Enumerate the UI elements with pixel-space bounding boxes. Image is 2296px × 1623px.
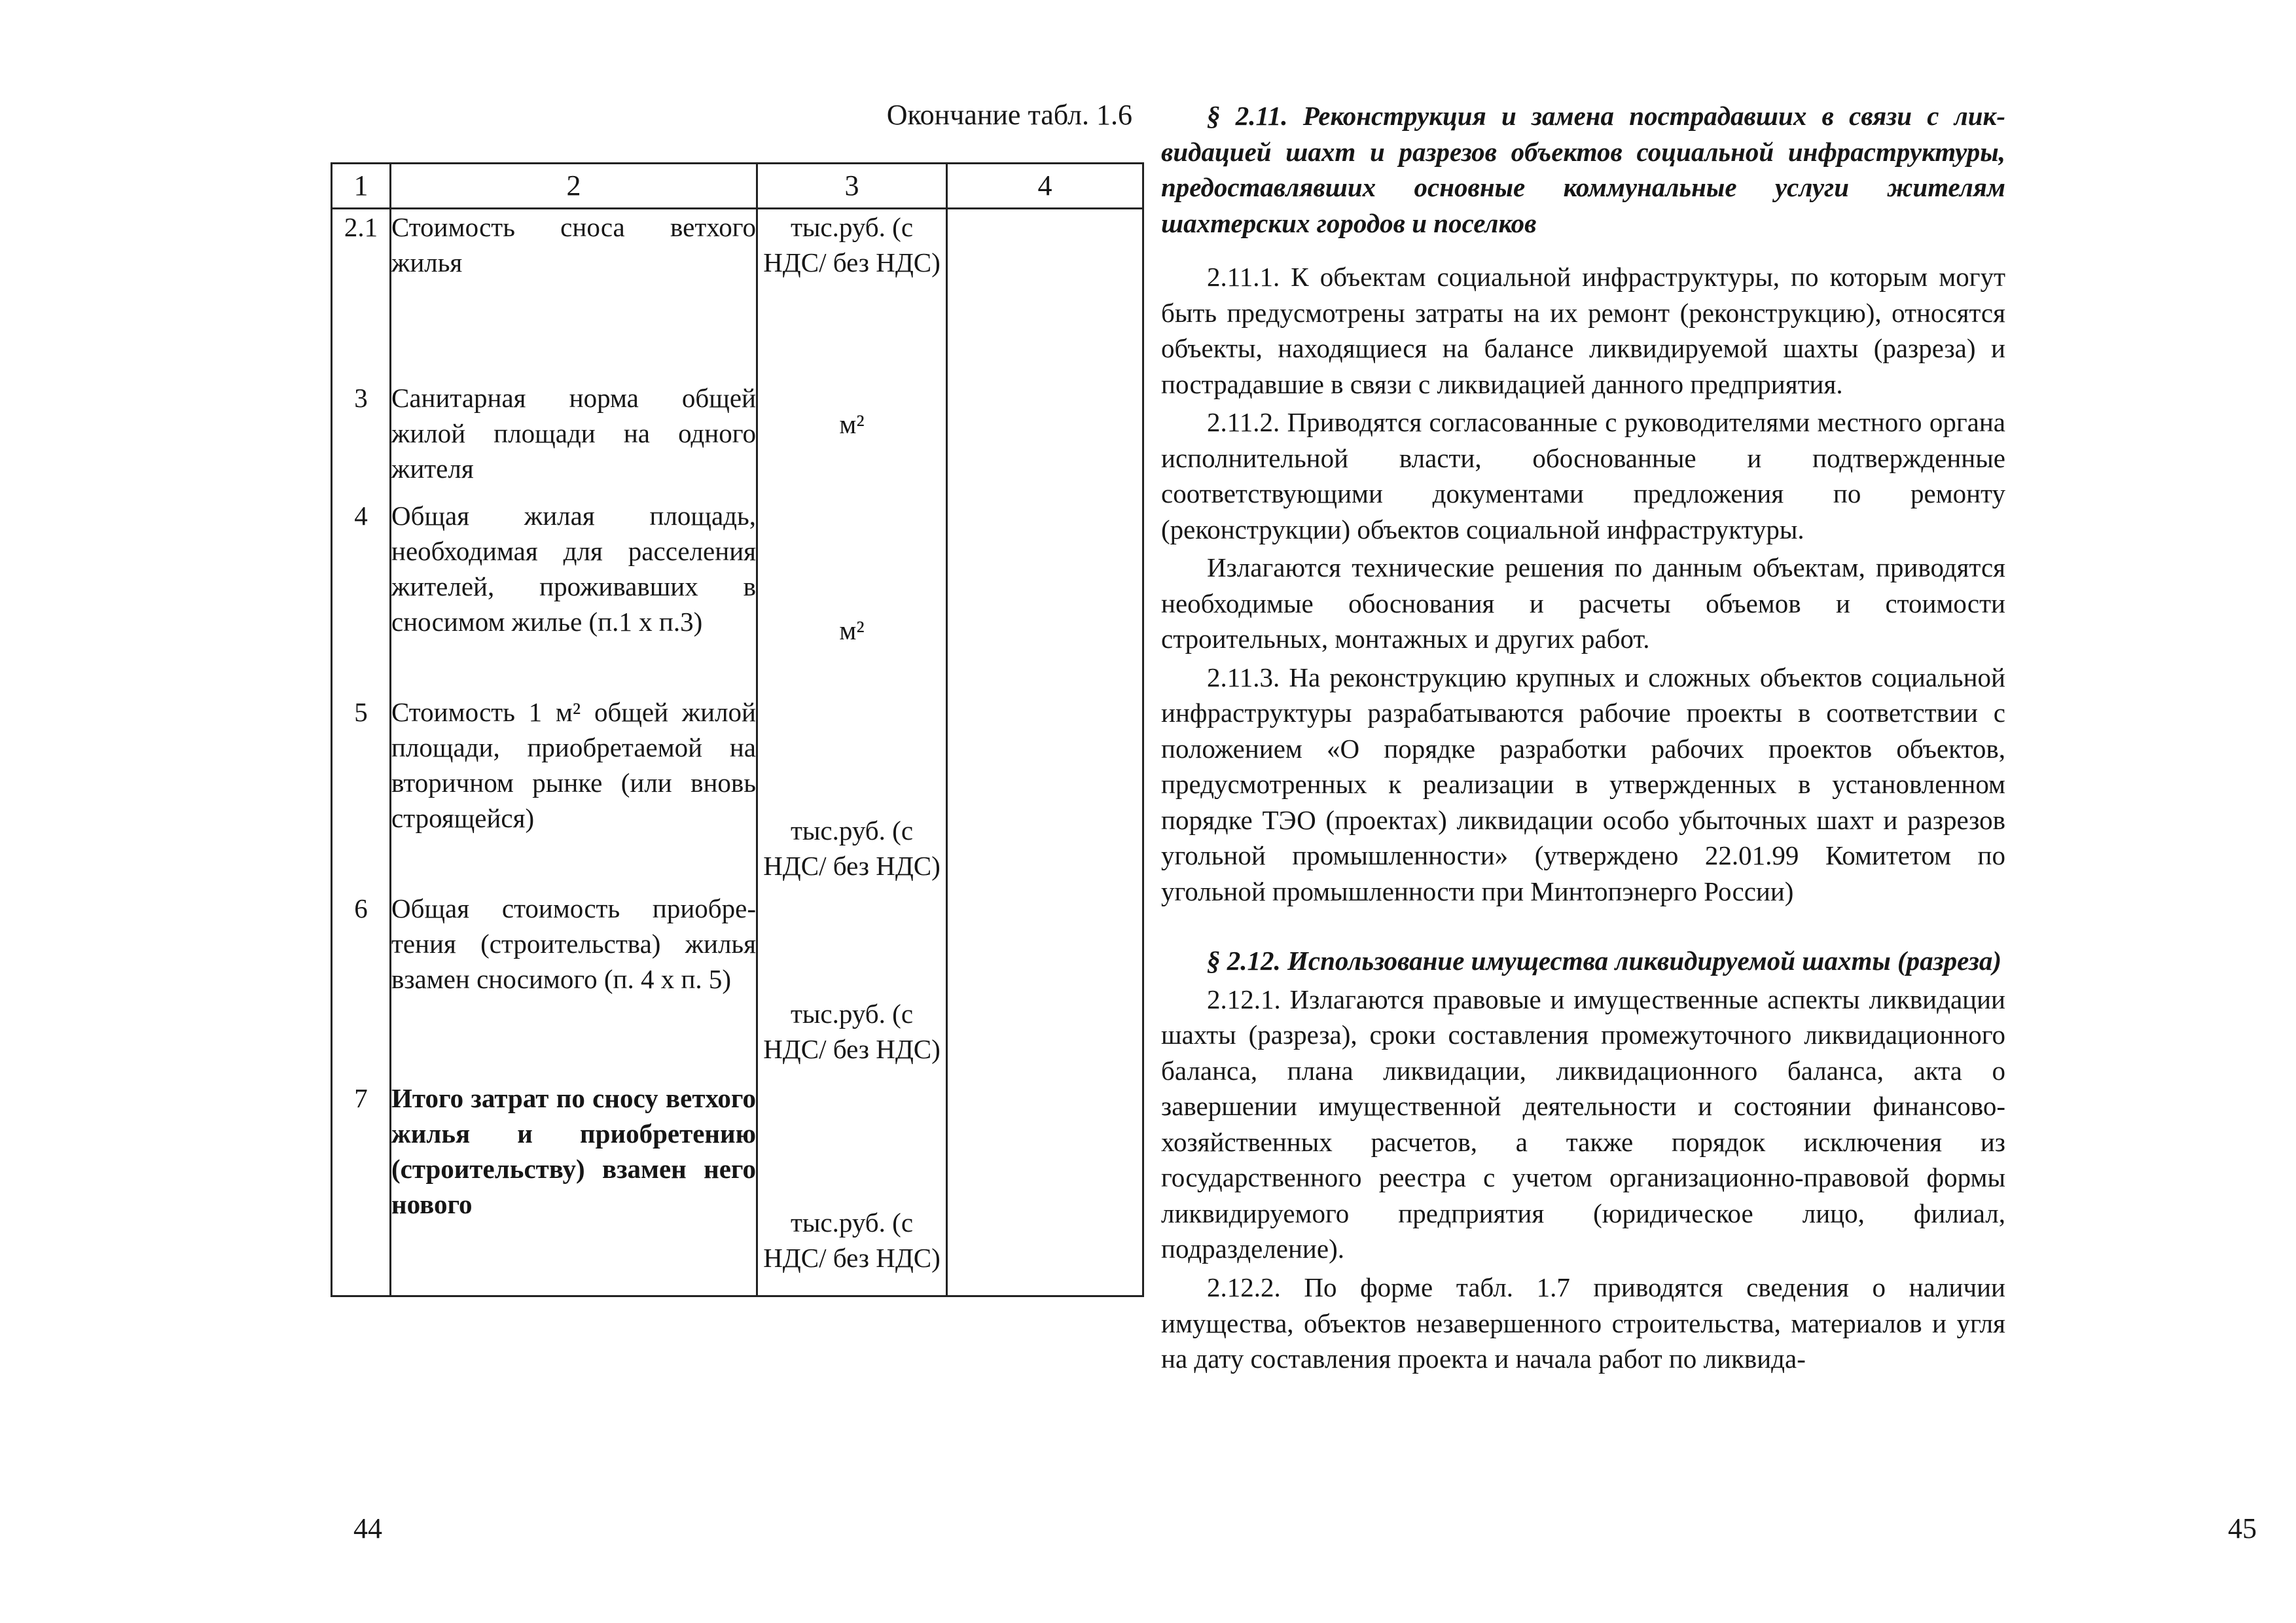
row-number: 4 xyxy=(332,498,391,694)
row-unit: тыс.руб. (с НДС/ без НДС) xyxy=(757,1080,947,1296)
header-col-1: 1 xyxy=(332,164,391,209)
section-2-12-title: § 2.12. Использование имущества ликвидируемой шахты (разреза) xyxy=(1207,946,2001,976)
row-number: 7 xyxy=(332,1080,391,1296)
row-unit: тыс.руб. (с НДС/ без НДС) xyxy=(757,694,947,891)
table-row xyxy=(332,891,1143,1080)
page-number-left: 44 xyxy=(353,1512,382,1544)
row-value xyxy=(947,209,1143,380)
table-row xyxy=(332,1080,1143,1296)
paragraph-2-12-2: 2.12.2. По форме табл. 1.7 приводятся сведения о наличии имущества, объектов незавершенного строительства, материалов и угля на дату составления проекта и начала работ по ликвида- xyxy=(1161,1272,2005,1374)
page-number-right: 45 xyxy=(2228,1512,2257,1544)
row-number: 6 xyxy=(332,891,391,1080)
row-description: Общая стоимость приобретения (строительства) жилья взамен сносимого (п. 4 х п. 5) xyxy=(391,891,757,1080)
header-col-4: 4 xyxy=(947,164,1143,209)
row-value xyxy=(947,891,1143,1080)
table-caption: Окончание табл. 1.6 xyxy=(886,99,1132,131)
header-col-2: 2 xyxy=(391,164,757,209)
table-row xyxy=(332,694,1143,891)
paragraph-2-11-1: 2.11.1. К объектам социальной инфраструктуры, по которым могут быть предусмотрены затраты на их ремонт (реконструкцию), относятся объекты, находящиеся на балансе ликвидируемой шахты (разреза) и пострадавшие в связи с ликвидацией данного предприятия. xyxy=(1161,262,2005,399)
row-unit: тыс.руб. (с НДС/ без НДС) xyxy=(757,891,947,1080)
row-value xyxy=(947,1080,1143,1296)
row-number: 2.1 xyxy=(332,209,391,380)
cost-table xyxy=(331,162,1144,1297)
row-unit: тыс.руб. (с НДС/ без НДС) xyxy=(757,209,947,380)
table-row xyxy=(332,498,1143,694)
table-row xyxy=(332,209,1143,380)
header-col-3: 3 xyxy=(757,164,947,209)
table-row xyxy=(332,380,1143,498)
paragraph-2-11-2-continued: Излагаются технические решения по данным объектам, приводятся необходимые обоснования и расчеты объемов и стоимости строительных, монтажных и других работ. xyxy=(1161,552,2005,654)
paragraph-2-11-3: 2.11.3. На реконструкцию крупных и сложных объектов социальной инфраструктуры разрабатываются рабочие проекты в соответствии с положением «О порядке разработки рабочих проектов объектов, предусмотренных к реализации в утвержденных в установленном порядке ТЭО (проектах) ликвидации особо убыточных шахт и разрезов угольной промышленности» (утверждено 22.01.99 Комитетом по угольной промышленности при Минтопэнерго России) xyxy=(1161,662,2005,906)
row-unit: м² xyxy=(757,498,947,694)
table-header-row xyxy=(332,164,1143,209)
section-2-11-title: § 2.11. Реконструкция и замена пострадавших в связи с ликвидацией шахт и разрезов объектов социальной инфраструктуры, предоставлявших основные коммунальные услуги жителям шахтерских городов и поселков xyxy=(1161,101,2005,238)
row-value xyxy=(947,380,1143,498)
right-page-text xyxy=(1161,98,2005,1380)
row-description: Стоимость 1 м² общей жилой площади, приобретаемой на вторичном рынке (или вновь строящейся) xyxy=(391,694,757,891)
row-number: 3 xyxy=(332,380,391,498)
row-value xyxy=(947,498,1143,694)
paragraph-2-11-2: 2.11.2. Приводятся согласованные с руководителями местного органа исполнительной власти, обоснованные и подтвержденные соответствующими документами предложения по ремонту (реконструкции) объектов социальной инфраструктуры. xyxy=(1161,407,2005,544)
row-value xyxy=(947,694,1143,891)
row-description: Стоимость сноса ветхого жилья xyxy=(391,209,757,380)
row-number: 5 xyxy=(332,694,391,891)
row-unit: м² xyxy=(757,380,947,498)
row-description: Итого затрат по сносу ветхого жилья и приобретению (строительству) взамен него нового xyxy=(391,1080,757,1296)
row-description: Общая жилая площадь, необходимая для расселения жителей, проживавших в сносимом жилье (п.1 х п.3) xyxy=(391,498,757,694)
right-page xyxy=(1148,0,2296,1623)
row-description: Санитарная норма общей жилой площади на одного жителя xyxy=(391,380,757,498)
paragraph-2-12-1: 2.12.1. Излагаются правовые и имущественные аспекты ликвидации шахты (разреза), сроки составления промежуточного ликвидационного баланса, плана ликвидации, ликвидационного баланса, акта о завершении имущественной деятельности и состоянии финансово-хозяйственных расчетов, а также порядок исключения из государственного реестра с учетом организационно-правовой формы ликвидируемого предприятия (юридическое лицо, филиал, подразделение). xyxy=(1161,984,2005,1264)
